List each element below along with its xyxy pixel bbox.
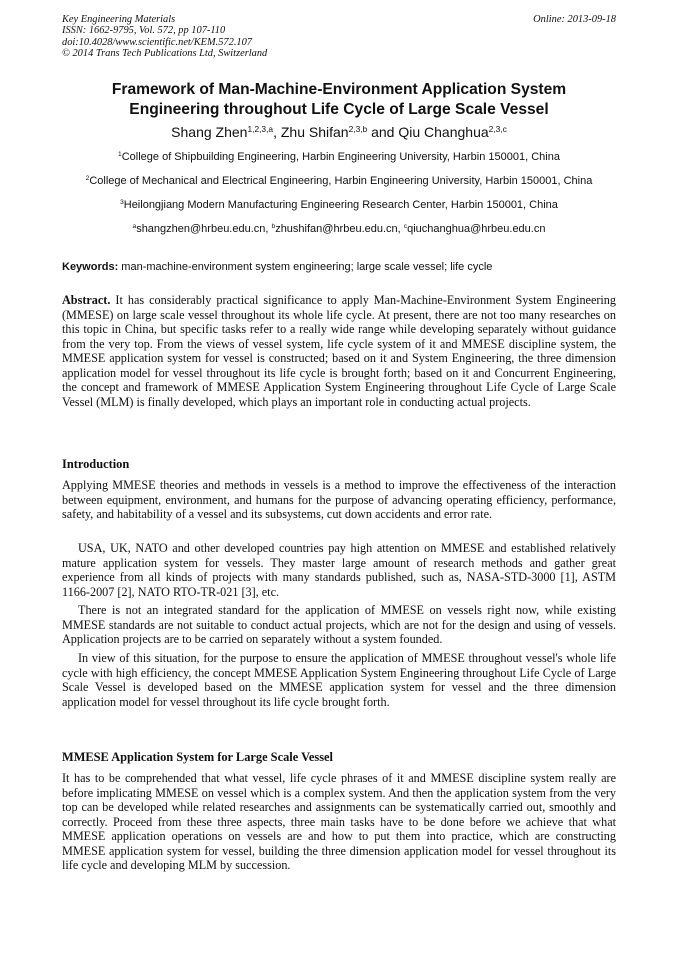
affiliation-3 — [20, 198, 658, 212]
email-marker: c — [403, 223, 408, 231]
journal-name: Key Engineering Materials — [62, 14, 176, 25]
copyright-line: © 2014 Trans Tech Publications Ltd, Switzerland — [62, 47, 268, 59]
author-name: Qiu Changhua — [398, 124, 489, 140]
author-separator: , — [273, 124, 281, 140]
author-separator: and — [367, 124, 399, 140]
email-address: zhushifan@hrbeu.edu.cn, — [275, 223, 404, 235]
title-line-1: Framework of Man-Machine-Environment Application System — [111, 81, 567, 98]
intro-paragraph-3: There is not an integrated standard for the application of MMESE on vessels right now, while existing MMESE standards are not suitable to conduct actual projects, which are not for the design and using of vessels. Application projects are to be carried on separately without a system founded. — [62, 603, 616, 646]
email-marker: b — [271, 223, 276, 231]
section-paragraph-1: It has to be comprehended that what vessel, life cycle phrases of it and MMESE discipline system really are before implicating MMESE on vessel which is a complex system. And then the application system from the very top can be developed while related researches and assignments can be systematically carried out, smoothly and correctly. Proceed from these three aspects, three main tasks have to be done before we achieve that what MMESE application operations on vessels are and how to put them into practice, which are constructing MMESE application system for vessel, building the three dimension application model for vessel throughout its life cycle and developing MLM by succession. — [62, 771, 616, 872]
email-address: qiuchanghua@hrbeu.edu.cn — [407, 223, 546, 235]
abstract — [62, 293, 616, 409]
author-affiliation-marker: 2,3,c — [488, 123, 507, 134]
issn-line: ISSN: 1662-9795, Vol. 572, pp 107-110 — [62, 25, 226, 37]
section-heading: MMESE Application System for Large Scale Vessel — [62, 750, 333, 764]
keywords — [62, 260, 616, 274]
keywords-text: man-machine-environment system engineering; large scale vessel; life cycle — [118, 261, 493, 273]
email-line — [20, 222, 658, 236]
introduction-heading: Introduction — [62, 457, 130, 471]
affiliation-2 — [20, 174, 658, 188]
author-name: Shang Zhen — [171, 124, 248, 140]
intro-paragraph-4: In view of this situation, for the purpose to ensure the application of MMESE throughout vessel's whole life cycle with high efficiency, the concept MMESE Application System Engineering throughout Life Cycle of Large Scale Vessel is developed based on the MMESE application system for vessel and the three dimension application model for vessel throughout its life cycle brought forth. — [62, 651, 616, 709]
title-line-2: Engineering throughout Life Cycle of Large Scale Vessel — [129, 101, 549, 118]
keywords-label: Keywords: — [62, 261, 119, 273]
intro-paragraph-1: Applying MMESE theories and methods in vessels is a method to improve the effectiveness of the interaction between equipment, environment, and humans for the purpose of advancing operating efficiency, performance, safety, and habitability of a vessel and its subsystems, cut down accidents and error rate. — [62, 478, 616, 521]
affiliation-text: College of Shipbuilding Engineering, Harbin Engineering University, Harbin 150001, China — [121, 151, 560, 163]
affiliation-1 — [20, 150, 658, 164]
affiliation-marker: 2 — [85, 175, 90, 183]
affiliation-text: College of Mechanical and Electrical Engineering, Harbin Engineering University, Harbin 150001, China — [89, 175, 593, 187]
abstract-text: It has considerably practical significance to apply Man-Machine-Environment System Engineering (MMESE) on large scale vessel throughout its whole life cycle. At present, there are not too many researches on this topic in China, but specific tasks refer to a really wide range while developing separately without guidance from the very top. From the views of vessel system, life cycle system of it and MMESE discipline system, the MMESE application system for vessel is constructed; based on it and System Engineering, the three dimension application model for vessel throughout its life cycle is brought forth; based on it and Concurrent Engineering, the concept and framework of MMESE Application System Engineering throughout Life Cycle of Large Scale Vessel (MLM) is finally developed, which plays an important role in conducting actual projects. — [62, 293, 616, 409]
author-affiliation-marker: 2,3,b — [348, 123, 368, 134]
abstract-label: Abstract. — [62, 293, 111, 307]
email-address: shangzhen@hrbeu.edu.cn, — [136, 223, 272, 235]
email-marker: a — [132, 223, 137, 231]
doi-line: doi:10.4028/www.scientific.net/KEM.572.107 — [62, 36, 252, 48]
online-date: Online: 2013-09-18 — [533, 14, 616, 25]
intro-paragraph-2: USA, UK, NATO and other developed countries pay high attention on MMESE and established relatively mature application system for vessels. They master large amount of research methods and gather great experience from all kinds of projects with many standards published, such as, NASA-STD-3000 [1], ASTM 1166-2007 [2], NATO RTO-TR-021 [3], etc. — [62, 541, 616, 599]
affiliation-marker: 1 — [118, 151, 122, 159]
affiliation-text: Heilongjiang Modern Manufacturing Engineering Research Center, Harbin 150001, China — [123, 199, 558, 211]
paper-title — [62, 80, 616, 120]
author-list — [40, 123, 638, 141]
journal-header — [62, 14, 442, 59]
author-affiliation-marker: 1,2,3,a — [247, 123, 274, 134]
affiliation-marker: 3 — [120, 199, 124, 207]
author-name: Zhu Shifan — [280, 124, 349, 140]
